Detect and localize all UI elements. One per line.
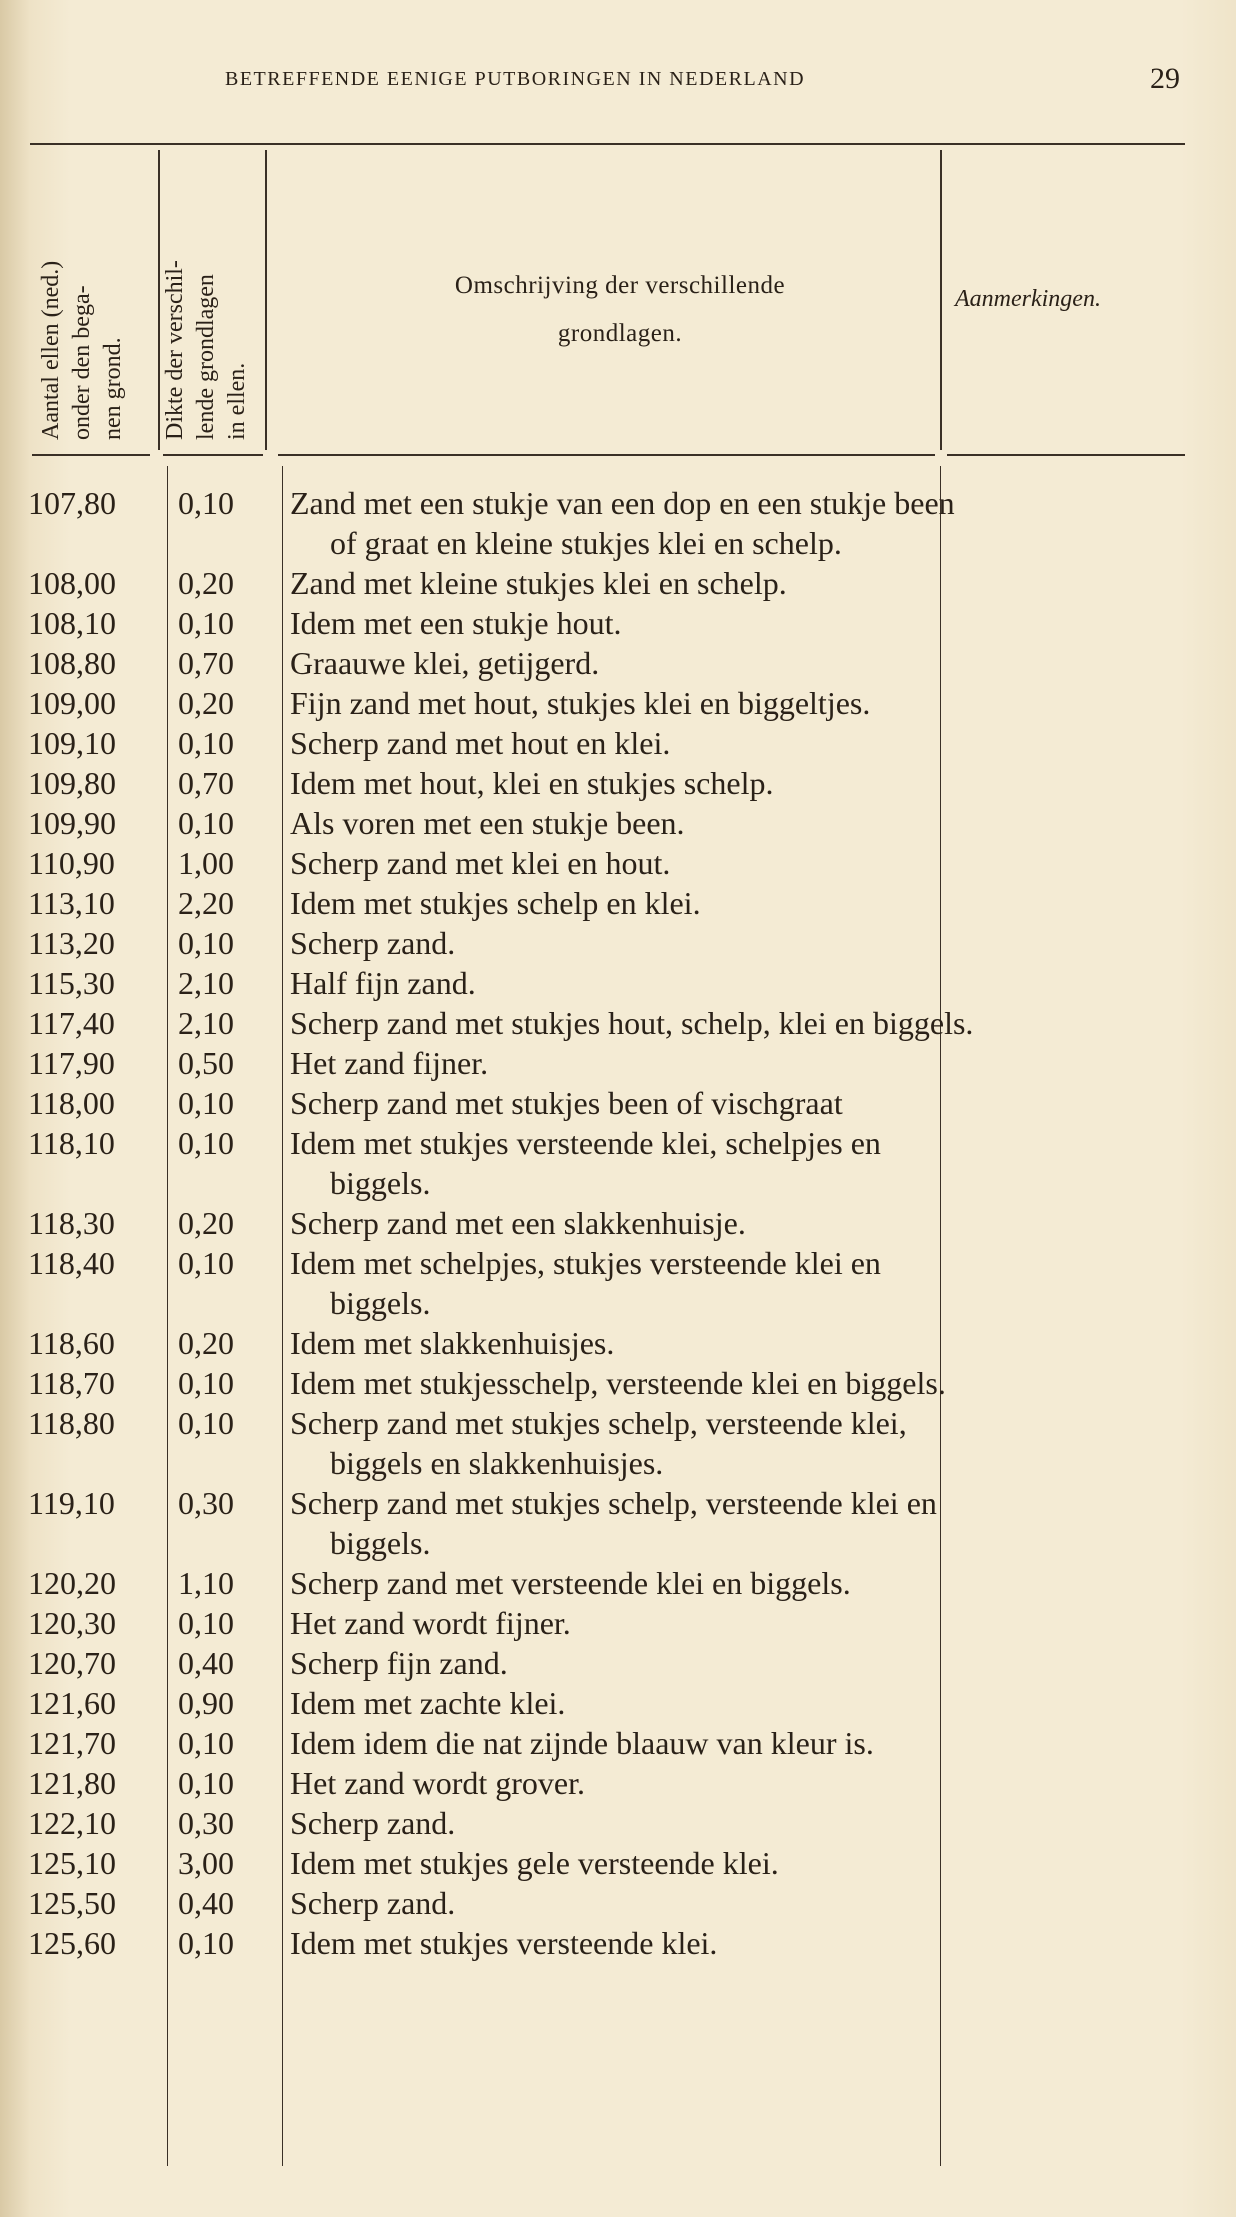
depth-cell: 118,30: [28, 1205, 115, 1241]
description-cell: Zand met een stukje van een dop en een stukje been of graat en kleine stukjes klei en schelp.: [290, 485, 955, 561]
depth-cell: 125,10: [28, 1845, 116, 1881]
table-row: [0, 563, 1236, 603]
description-cell: Idem idem die nat zijnde blaauw van kleur is.: [290, 1725, 874, 1761]
description-cell: Scherp zand met klei en hout.: [290, 845, 671, 881]
table-row: [0, 1043, 1236, 1083]
depth-cell: 122,10: [28, 1805, 116, 1841]
thickness-cell: 0,10: [178, 1405, 234, 1441]
description-cell: Idem met slakkenhuisjes.: [290, 1325, 615, 1361]
column-divider: [158, 150, 160, 450]
description-cell: Idem met hout, klei en stukjes schelp.: [290, 765, 774, 801]
thickness-cell: 0,90: [178, 1685, 234, 1721]
thickness-cell: 0,10: [178, 1245, 234, 1281]
description-cell: Idem met stukjes versteende klei.: [290, 1925, 718, 1961]
depth-cell: 125,50: [28, 1885, 116, 1921]
depth-cell: 117,90: [28, 1045, 115, 1081]
header-bottom-rule: [947, 454, 1185, 456]
depth-cell: 113,20: [28, 925, 115, 961]
thickness-cell: 0,10: [178, 1125, 234, 1161]
column-divider: [265, 150, 267, 450]
depth-cell: 118,10: [28, 1125, 115, 1161]
thickness-cell: 0,10: [178, 805, 234, 841]
table-row: [0, 683, 1236, 723]
table-row: [0, 763, 1236, 803]
thickness-cell: 0,70: [178, 765, 234, 801]
depth-cell: 120,30: [28, 1605, 116, 1641]
thickness-cell: 0,10: [178, 1925, 234, 1961]
table-row: [0, 1843, 1236, 1883]
thickness-cell: 1,00: [178, 845, 234, 881]
description-cell: Scherp zand met stukjes schelp, versteende klei, biggels en slakkenhuisjes.: [290, 1405, 907, 1481]
description-cell: Scherp zand met hout en klei.: [290, 725, 671, 761]
thickness-cell: 0,30: [178, 1805, 234, 1841]
table-row: [0, 1923, 1236, 1963]
depth-cell: 117,40: [28, 1005, 115, 1041]
description-cell: Scherp fijn zand.: [290, 1645, 508, 1681]
description-cell: Idem met stukjes schelp en klei.: [290, 885, 701, 921]
header-bottom-rule: [163, 454, 263, 456]
depth-cell: 118,80: [28, 1405, 115, 1441]
depth-cell: 110,90: [28, 845, 115, 881]
table-row: [0, 1483, 1236, 1563]
description-cell: Scherp zand met stukjes been of vischgraat: [290, 1085, 843, 1121]
thickness-cell: 0,20: [178, 565, 234, 601]
thickness-cell: 0,40: [178, 1885, 234, 1921]
table-row: [0, 1803, 1236, 1843]
thickness-cell: 0,50: [178, 1045, 234, 1081]
table-row: [0, 1203, 1236, 1243]
table-row: [0, 1683, 1236, 1723]
description-cell: Het zand wordt fijner.: [290, 1605, 571, 1641]
description-cell: Als voren met een stukje been.: [290, 805, 685, 841]
description-cell: Idem met een stukje hout.: [290, 605, 622, 641]
description-cell: Graauwe klei, getijgerd.: [290, 645, 600, 681]
depth-cell: 109,80: [28, 765, 116, 801]
table-row: [0, 1123, 1236, 1203]
table-row: [0, 1603, 1236, 1643]
depth-cell: 121,60: [28, 1685, 116, 1721]
thickness-cell: 0,10: [178, 725, 234, 761]
description-cell: Idem met stukjesschelp, versteende klei en biggels.: [290, 1365, 946, 1401]
table-row: [0, 1723, 1236, 1763]
depth-cell: 121,80: [28, 1765, 116, 1801]
running-title: BETREFFENDE EENIGE PUTBORINGEN IN NEDERLAND: [225, 68, 806, 90]
column-header-thickness-line: Dikte der verschil-: [162, 260, 188, 440]
table-row: [0, 723, 1236, 763]
thickness-cell: 0,10: [178, 1765, 234, 1801]
table-row: [0, 843, 1236, 883]
depth-cell: 120,20: [28, 1565, 116, 1601]
description-cell: Scherp zand.: [290, 1805, 456, 1841]
description-cell: Scherp zand met stukjes hout, schelp, klei en biggels.: [290, 1005, 974, 1041]
depth-cell: 118,70: [28, 1365, 115, 1401]
column-header-remarks: Aanmerkingen.: [955, 286, 1101, 312]
thickness-cell: 0,10: [178, 925, 234, 961]
depth-cell: 109,90: [28, 805, 116, 841]
column-header-description-line: Omschrijving der verschillende: [454, 272, 786, 299]
depth-cell: 113,10: [28, 885, 115, 921]
depth-cell: 107,80: [28, 485, 116, 521]
table-row: [0, 1883, 1236, 1923]
table-row: [0, 643, 1236, 683]
description-cell: Idem met stukjes versteende klei, schelpjes en biggels.: [290, 1125, 881, 1201]
thickness-cell: 2,10: [178, 1005, 234, 1041]
page-number: 29: [1150, 62, 1180, 95]
description-cell: Fijn zand met hout, stukjes klei en biggeltjes.: [290, 685, 871, 721]
depth-cell: 118,00: [28, 1085, 115, 1121]
table-row: [0, 1563, 1236, 1603]
thickness-cell: 0,70: [178, 645, 234, 681]
column-header-depth-line: nen grond.: [100, 337, 126, 440]
description-cell: Scherp zand met versteende klei en biggels.: [290, 1565, 851, 1601]
table-row: [0, 1323, 1236, 1363]
header-bottom-rule: [278, 454, 935, 456]
thickness-cell: 1,10: [178, 1565, 234, 1601]
description-cell: Het zand wordt grover.: [290, 1765, 586, 1801]
thickness-cell: 2,20: [178, 885, 234, 921]
depth-cell: 119,10: [28, 1485, 115, 1521]
thickness-cell: 0,10: [178, 1365, 234, 1401]
thickness-cell: 0,20: [178, 1325, 234, 1361]
depth-cell: 108,10: [28, 605, 116, 641]
table-row: [0, 1083, 1236, 1123]
thickness-cell: 0,30: [178, 1485, 234, 1521]
table-row: [0, 803, 1236, 843]
thickness-cell: 0,20: [178, 1205, 234, 1241]
table-row: [0, 923, 1236, 963]
table-row: [0, 963, 1236, 1003]
description-cell: Het zand fijner.: [290, 1045, 489, 1081]
description-cell: Scherp zand.: [290, 925, 456, 961]
description-cell: Half fijn zand.: [290, 965, 476, 1001]
depth-cell: 120,70: [28, 1645, 116, 1681]
header-top-rule: [30, 143, 1185, 145]
column-header-thickness-line: in ellen.: [224, 362, 250, 440]
table-row: [0, 883, 1236, 923]
thickness-cell: 2,10: [178, 965, 234, 1001]
description-cell: Scherp zand.: [290, 1885, 456, 1921]
depth-cell: 108,00: [28, 565, 116, 601]
column-divider: [940, 150, 942, 450]
description-cell: Idem met schelpjes, stukjes versteende klei en biggels.: [290, 1245, 881, 1321]
thickness-cell: 0,10: [178, 485, 234, 521]
depth-cell: 109,10: [28, 725, 116, 761]
thickness-cell: 3,00: [178, 1845, 234, 1881]
depth-cell: 121,70: [28, 1725, 116, 1761]
table-row: [0, 1763, 1236, 1803]
table-row: [0, 603, 1236, 643]
description-cell: Idem met stukjes gele versteende klei.: [290, 1845, 779, 1881]
table-row: [0, 1643, 1236, 1683]
thickness-cell: 0,10: [178, 605, 234, 641]
thickness-cell: 0,40: [178, 1645, 234, 1681]
column-header-thickness: [160, 260, 253, 440]
thickness-cell: 0,10: [178, 1725, 234, 1761]
thickness-cell: 0,10: [178, 1085, 234, 1121]
depth-cell: 108,80: [28, 645, 116, 681]
depth-cell: 109,00: [28, 685, 116, 721]
column-header-thickness-line: lende grondlagen: [193, 274, 219, 440]
table-row: [0, 483, 1236, 563]
table-row: [0, 1003, 1236, 1043]
column-header-depth: [36, 261, 129, 440]
thickness-cell: 0,20: [178, 685, 234, 721]
header-bottom-rule: [32, 454, 150, 456]
description-cell: Scherp zand met een slakkenhuisje.: [290, 1205, 746, 1241]
description-cell: Zand met kleine stukjes klei en schelp.: [290, 565, 787, 601]
column-header-depth-line: onder den bega-: [69, 285, 95, 440]
column-header-depth-line: Aantal ellen (ned.): [38, 260, 64, 440]
strata-table-body: [0, 483, 1236, 1963]
description-cell: Idem met zachte klei.: [290, 1685, 566, 1721]
depth-cell: 115,30: [28, 965, 115, 1001]
table-row: [0, 1243, 1236, 1323]
description-cell: Scherp zand met stukjes schelp, versteende klei en biggels.: [290, 1485, 937, 1561]
table-row: [0, 1403, 1236, 1483]
depth-cell: 125,60: [28, 1925, 116, 1961]
thickness-cell: 0,10: [178, 1605, 234, 1641]
column-header-description: Omschrijving der verschillende grondlagen.: [300, 246, 940, 334]
depth-cell: 118,60: [28, 1325, 115, 1361]
depth-cell: 118,40: [28, 1245, 115, 1281]
table-row: [0, 1363, 1236, 1403]
